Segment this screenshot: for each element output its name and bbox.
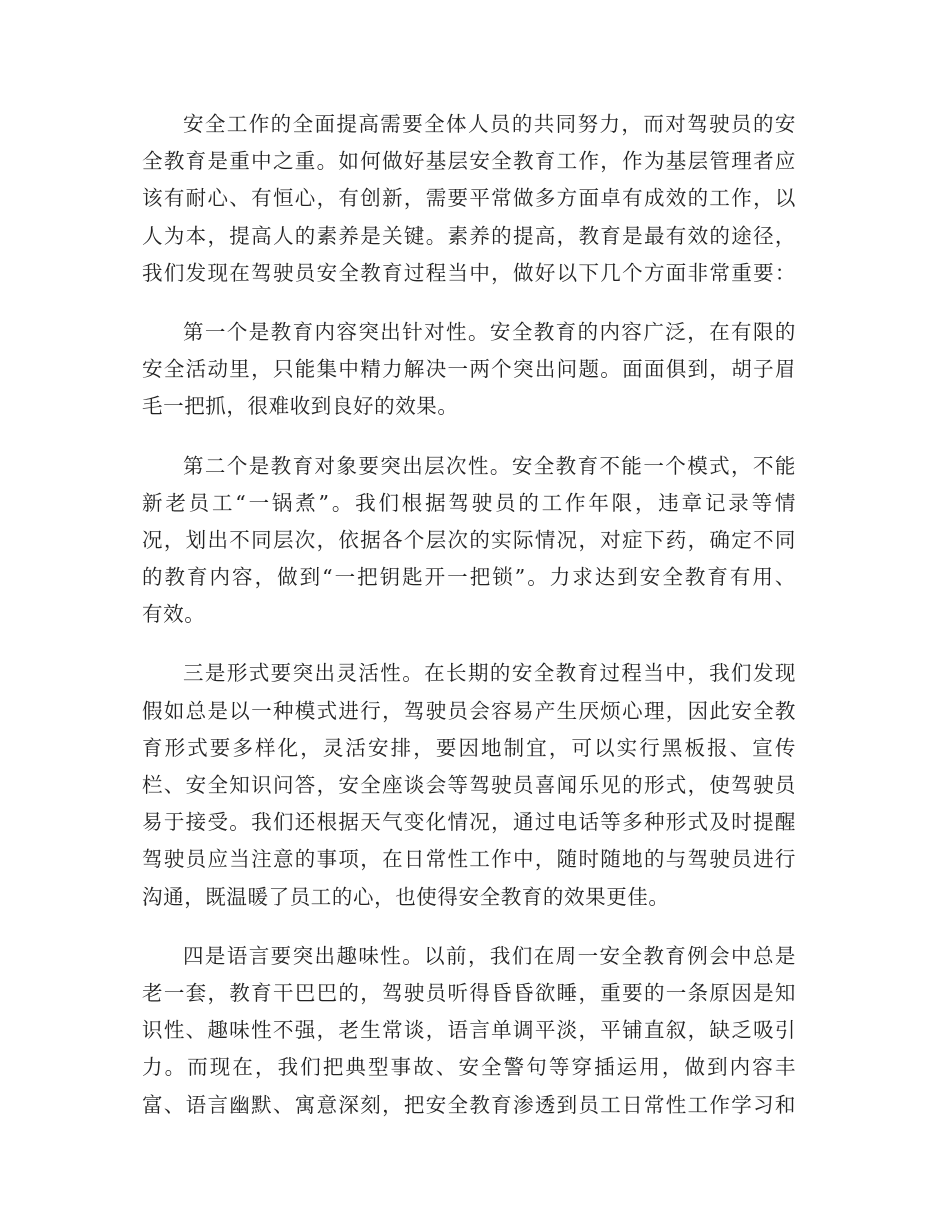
- paragraph-4: [142, 655, 796, 915]
- paragraph-line: 栏、安全知识问答，安全座谈会等驾驶员喜闻乐见的形式，使驾驶员: [142, 773, 796, 797]
- paragraph-3: [142, 448, 796, 634]
- paragraph-line: 安全活动里，只能集中精力解决一两个突出问题。面面俱到，胡子眉: [142, 357, 796, 382]
- paragraph-line: 四是语言要突出趣味性。以前，我们在周一安全教育例会中总是: [183, 943, 796, 968]
- paragraph-line: 况，划出不同层次，依据各个层次的实际情况，对症下药，确定不同: [142, 527, 796, 552]
- paragraph-line: 人为本，提高人的素养是关键。素养的提高，教育是最有效的途径，: [142, 223, 796, 248]
- paragraph-line: 三是形式要突出灵活性。在长期的安全教育过程当中，我们发现: [183, 661, 796, 686]
- paragraph-line: 我们发现在驾驶员安全教育过程当中，做好以下几个方面非常重要：: [142, 260, 796, 285]
- paragraph-line: 富、语言幽默、寓意深刻，把安全教育渗透到员工日常性工作学习和: [142, 1092, 796, 1117]
- paragraph-line: 育形式要多样化，灵活安排，要因地制宜，可以实行黑板报、宣传: [142, 735, 796, 760]
- paragraph-line: 有效。: [142, 602, 206, 627]
- paragraph-line: 第一个是教育内容突出针对性。安全教育的内容广泛，在有限的: [183, 319, 796, 344]
- paragraph-5: [142, 938, 796, 1124]
- paragraph-line: 沟通，既温暖了员工的心，也使得安全教育的效果更佳。: [142, 884, 670, 909]
- paragraph-line: 第二个是教育对象要突出层次性。安全教育不能一个模式，不能: [183, 453, 796, 478]
- paragraph-line: 驾驶员应当注意的事项，在日常性工作中，随时随地的与驾驶员进行: [142, 847, 796, 872]
- paragraph-line: 该有耐心、有恒心，有创新，需要平常做多方面卓有成效的工作，以: [142, 186, 796, 211]
- paragraph-line: 易于接受。我们还根据天气变化情况，通过电话等多种形式及时提醒: [142, 810, 796, 835]
- paragraph-line: 毛一把抓，很难收到良好的效果。: [142, 394, 459, 419]
- document-body: [142, 106, 796, 1146]
- paragraph-line: 假如总是以一种模式进行，驾驶员会容易产生厌烦心理，因此安全教: [142, 698, 796, 723]
- paragraph-1: [142, 106, 796, 292]
- paragraph-line: 全教育是重中之重。如何做好基层安全教育工作，作为基层管理者应: [142, 149, 796, 174]
- paragraph-line: 老一套，教育干巴巴的，驾驶员听得昏昏欲睡，重要的一条原因是知: [142, 980, 796, 1005]
- paragraph-2: [142, 314, 796, 426]
- paragraph-line: 新老员工“一锅煮”。我们根据驾驶员的工作年限，违章记录等情: [142, 490, 796, 515]
- paragraph-line: 的教育内容，做到“一把钥匙开一把锁”。力求达到安全教育有用、: [142, 565, 796, 590]
- paragraph-line: 力。而现在，我们把典型事故、安全警句等穿插运用，做到内容丰: [142, 1055, 796, 1080]
- paragraph-line: 识性、趣味性不强，老生常谈，语言单调平淡，平铺直叙，缺乏吸引: [142, 1018, 796, 1043]
- paragraph-line: 安全工作的全面提高需要全体人员的共同努力，而对驾驶员的安: [183, 112, 796, 136]
